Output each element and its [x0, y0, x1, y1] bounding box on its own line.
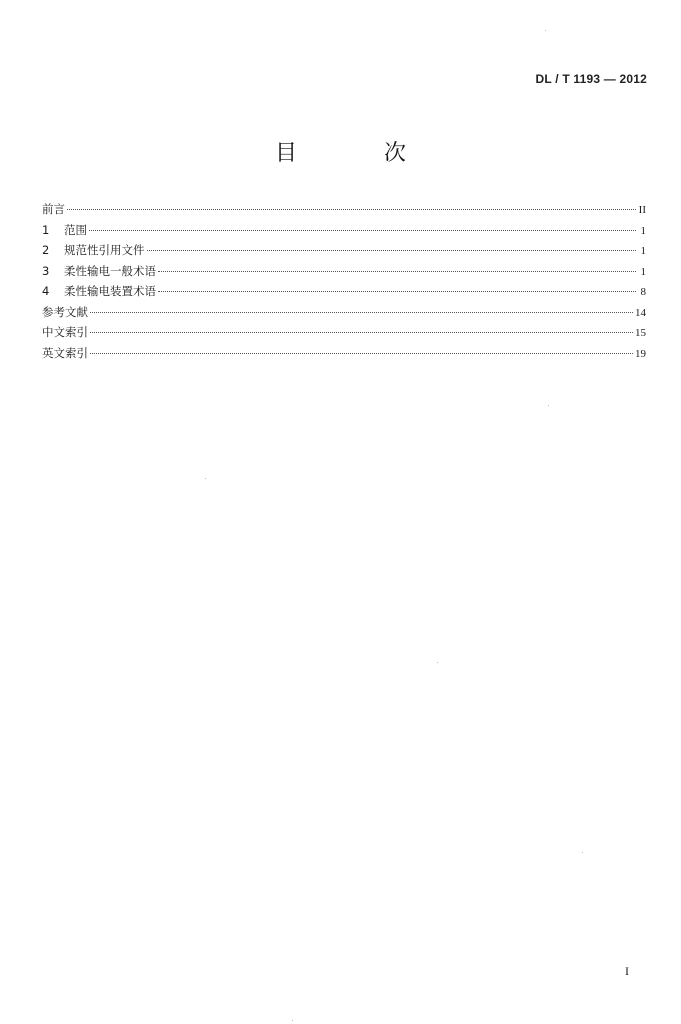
toc-entry-number: 3 — [42, 263, 50, 278]
toc-entry-title: 中文索引 — [42, 325, 88, 339]
toc-entry-device-terms[interactable] — [42, 281, 646, 302]
toc-entry-page: 19 — [635, 347, 646, 360]
dot-leader — [90, 332, 633, 333]
toc-entry-general-terms[interactable] — [42, 261, 646, 282]
toc-entry-scope[interactable] — [42, 220, 646, 241]
toc-entry-page: 1 — [640, 265, 646, 278]
toc-entry-bibliography[interactable] — [42, 302, 646, 323]
dot-leader — [158, 291, 636, 292]
toc-entry-title: 英文索引 — [42, 345, 88, 360]
dot-leader — [90, 312, 633, 313]
toc-entry-english-index[interactable] — [42, 343, 646, 364]
dot-leader — [158, 271, 636, 272]
toc-entry-title: 柔性输电装置术语 — [64, 284, 156, 298]
scan-speck — [205, 478, 206, 479]
toc-entry-foreword[interactable] — [42, 199, 646, 220]
scan-speck — [437, 662, 438, 663]
dot-leader — [89, 230, 636, 231]
toc-entry-title: 参考文献 — [42, 304, 88, 319]
scan-speck — [292, 1020, 293, 1021]
dot-leader — [147, 250, 637, 251]
toc-entry-page: 1 — [640, 245, 646, 257]
toc-entry-page: 15 — [635, 327, 646, 339]
document-code: DL / T 1193 — 2012 — [535, 72, 647, 86]
toc-entry-number: 2 — [42, 243, 50, 257]
scan-speck — [545, 30, 546, 31]
toc-entry-page: II — [638, 204, 646, 216]
table-of-contents — [42, 199, 646, 363]
toc-entry-number: 4 — [42, 284, 50, 298]
dot-leader — [67, 209, 636, 210]
toc-entry-title: 范围 — [64, 222, 87, 237]
scan-speck — [548, 405, 549, 406]
toc-entry-page: 14 — [635, 306, 646, 319]
toc-entry-chinese-index[interactable] — [42, 322, 646, 343]
toc-entry-title: 前言 — [42, 202, 65, 216]
toc-entry-number: 1 — [42, 222, 50, 237]
page-number: I — [625, 964, 629, 978]
page-title: 目 次 — [275, 141, 446, 166]
toc-entry-title: 规范性引用文件 — [64, 243, 145, 257]
toc-entry-normative-references[interactable] — [42, 240, 646, 261]
toc-entry-page: 8 — [640, 286, 646, 298]
toc-entry-page: 1 — [640, 224, 646, 237]
scan-speck — [582, 852, 583, 853]
dot-leader — [90, 353, 633, 354]
toc-entry-title: 柔性输电一般术语 — [64, 263, 156, 278]
